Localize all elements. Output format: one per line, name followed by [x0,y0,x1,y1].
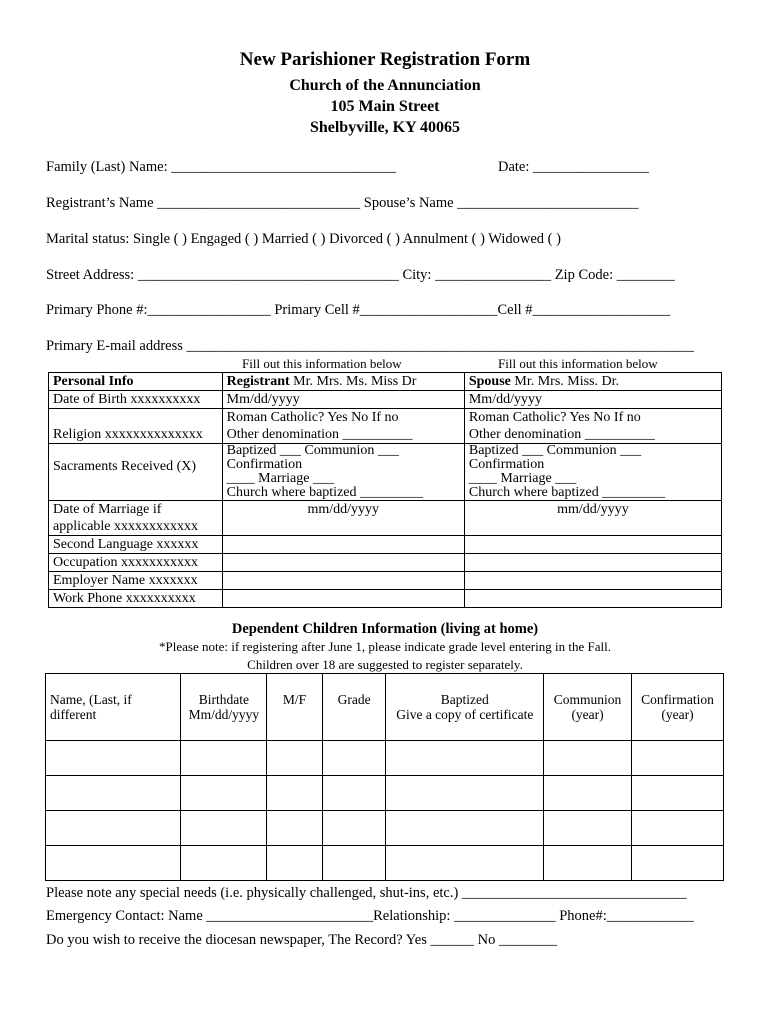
second-language-registrant [222,536,464,554]
dob-spouse: Mm/dd/yyyy [464,391,721,409]
col-communion [544,674,632,741]
spouse-header [464,373,721,391]
employer-registrant [222,572,464,590]
marriage-date-spouse: mm/dd/yyyy [464,501,721,536]
religion-reg-other: Other denomination __________ [226,427,413,442]
work-phone-label: Work Phone xxxxxxxxxx [49,590,223,608]
religion-sp-q: Roman Catholic? Yes No If no [468,410,641,425]
spouse-note: Fill out this information below [498,356,658,371]
sacraments-spouse [464,444,721,501]
col-grade: Grade [322,674,386,741]
religion-label: Religion xxxxxxxxxxxxxx [49,409,223,444]
sac-reg-3: Church where baptized _________ [226,485,423,500]
email-line: Primary E-mail address ______________________________________________________________________ [46,338,695,354]
newspaper-line: Do you wish to receive the diocesan newspaper, The Record? Yes ______ No ________ [46,932,557,948]
col-birthdate [181,674,267,741]
registrant-note: Fill out this information below [242,356,402,371]
family-name-line: Family (Last) Name: _______________________________ [46,159,396,175]
sac-sp-3: Church where baptized _________ [468,485,666,500]
child-row [46,776,724,811]
religion-sp-other: Other denomination __________ [468,427,655,442]
religion-spouse [464,409,721,444]
special-needs-line: Please note any special needs (i.e. physically challenged, shut-ins, etc.) _______________________________ [46,885,687,901]
address-line: Street Address: ____________________________________ City: ________________ Zip Code: ________ [46,267,675,283]
form-title: New Parishioner Registration Form [239,49,531,70]
personal-info-table [48,372,722,608]
col-conf-1: Confirmation [641,692,714,707]
child-row [46,741,724,776]
date-line: Date: ________________ [498,159,650,175]
sac-sp-1: Baptized ___ Communion ___ Confirmation [468,443,642,472]
col-name-1: Name, (Last, if [50,692,132,707]
work-phone-spouse [464,590,721,608]
child-row [46,846,724,881]
col-name [46,674,181,741]
children-note-1: *Please note: if registering after June 1, please indicate grade level entering in the Fall. [159,639,611,654]
second-language-spouse [464,536,721,554]
occupation-label: Occupation xxxxxxxxxxx [49,554,223,572]
children-table [45,673,724,881]
spouse-label: Spouse [468,374,511,389]
sac-reg-1: Baptized ___ Communion ___ Confirmation [226,443,399,472]
emergency-contact-line: Emergency Contact: Name _______________________Relationship: ______________ Phone#:____________ [46,908,694,924]
col-birth-2: Mm/dd/yyyy [188,707,260,722]
col-bapt-1: Baptized [440,692,489,707]
religion-reg-q: Roman Catholic? Yes No If no [226,410,399,425]
sac-sp-2: ____ Marriage ___ [468,471,577,486]
registrant-label: Registrant [226,374,290,389]
employer-spouse [464,572,721,590]
church-city: Shelbyville, KY 40065 [309,119,461,136]
col-comm-1: Communion [553,692,622,707]
sacraments-registrant [222,444,464,501]
employer-label: Employer Name xxxxxxx [49,572,223,590]
church-street: 105 Main Street [330,98,440,115]
col-birth-1: Birthdate [198,692,249,707]
phone-line: Primary Phone #:_________________ Primary Cell #___________________Cell #___________________ [46,302,671,318]
col-bapt-2: Give a copy of certificate [396,707,534,722]
col-comm-2: (year) [571,707,604,722]
occupation-spouse [464,554,721,572]
spouse-titles: Mr. Mrs. Miss. Dr. [510,374,620,389]
work-phone-registrant [222,590,464,608]
marital-status-line: Marital status: Single ( ) Engaged ( ) Married ( ) Divorced ( ) Annulment ( ) Widowed ( ) [46,231,561,247]
children-heading: Dependent Children Information (living at home) [231,621,539,637]
registrant-header [222,373,464,391]
dob-label: Date of Birth xxxxxxxxxx [49,391,223,409]
dob-registrant: Mm/dd/yyyy [222,391,464,409]
col-name-2: different [50,707,97,722]
children-note-2: Children over 18 are suggested to register separately. [247,657,523,672]
col-confirmation [632,674,724,741]
col-conf-2: (year) [661,707,694,722]
col-mf: M/F [267,674,323,741]
personal-info-header: Personal Info [49,373,223,391]
occupation-registrant [222,554,464,572]
second-language-label: Second Language xxxxxx [49,536,223,554]
marriage-date-registrant: mm/dd/yyyy [222,501,464,536]
sac-reg-2: ____ Marriage ___ [226,471,334,486]
church-name: Church of the Annunciation [289,77,481,94]
marriage-date-label: Date of Marriage if applicable xxxxxxxxxxxx [49,501,223,536]
sacraments-label: Sacraments Received (X) [49,444,223,501]
col-baptized [386,674,544,741]
child-row [46,811,724,846]
registrant-spouse-line: Registrant’s Name ____________________________ Spouse’s Name _________________________ [46,195,639,211]
registrant-titles: Mr. Mrs. Ms. Miss Dr [289,374,417,389]
religion-registrant [222,409,464,444]
